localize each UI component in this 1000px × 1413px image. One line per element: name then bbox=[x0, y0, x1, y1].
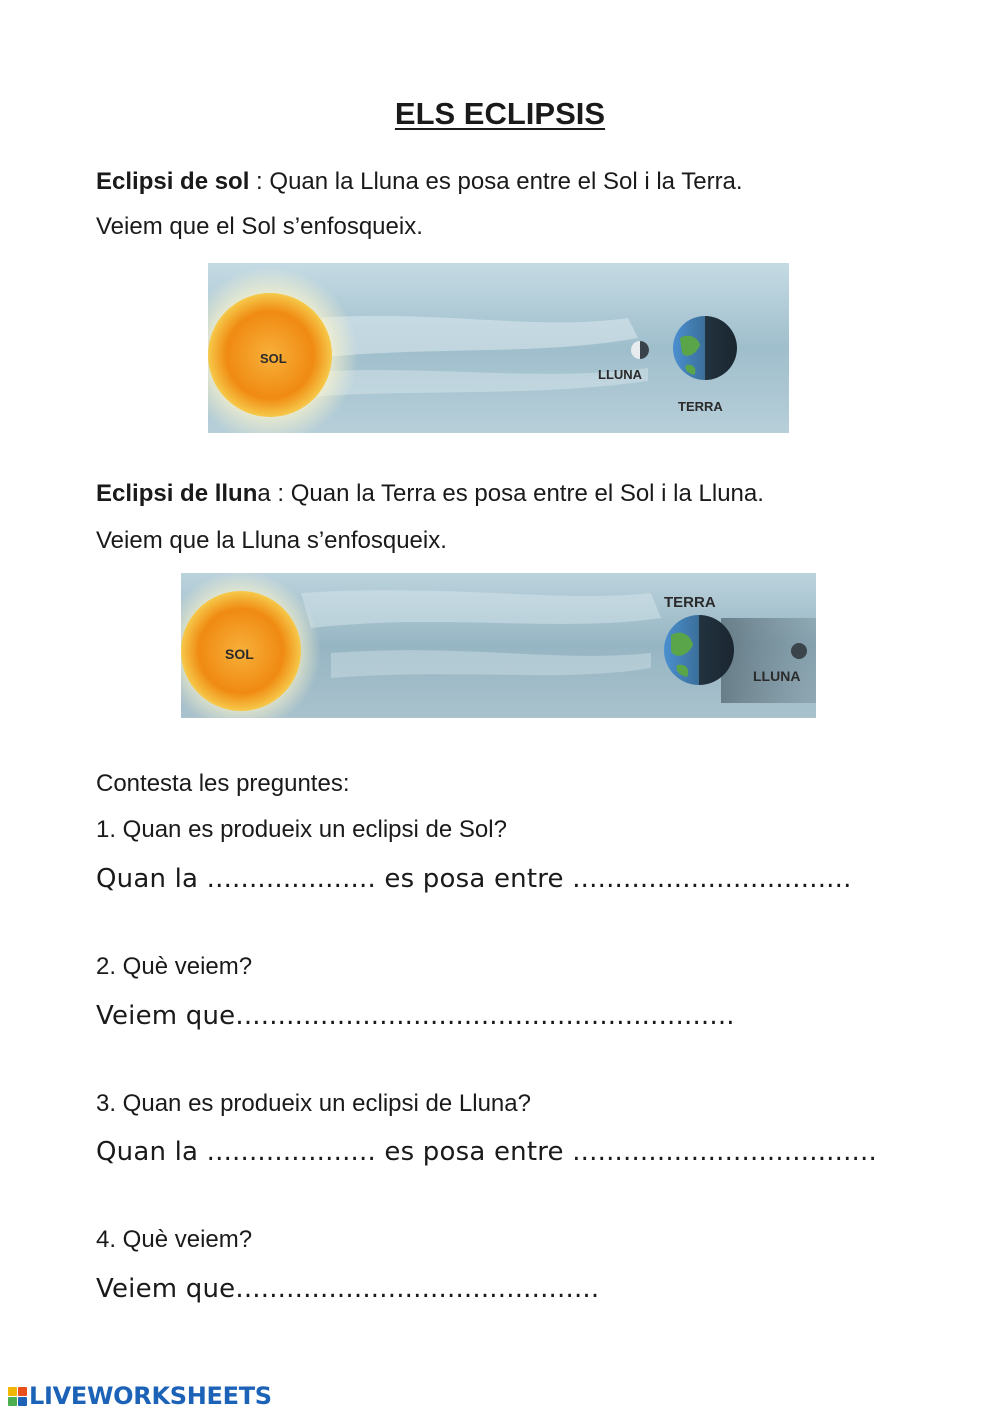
answer-3-middle: es posa entre bbox=[375, 1137, 573, 1167]
lunar-term: Eclipsi de llun bbox=[96, 480, 258, 507]
questions-intro: Contesta les preguntes: bbox=[96, 770, 350, 797]
lunar-earth-label: TERRA bbox=[664, 594, 716, 611]
solar-earth-label: TERRA bbox=[678, 399, 723, 414]
answer-4 bbox=[96, 1274, 599, 1304]
question-2-label: 2. Què veiem? bbox=[96, 953, 253, 980]
lunar-observation: Veiem que la Lluna s’enfosqueix. bbox=[96, 527, 447, 554]
page-title: ELS ECLIPSIS bbox=[394, 96, 606, 131]
answer-1-blank-1[interactable]: .................... bbox=[206, 864, 376, 894]
answer-2 bbox=[96, 1001, 735, 1031]
lunar-definition bbox=[96, 480, 764, 508]
answer-1-middle: es posa entre bbox=[375, 864, 573, 894]
solar-definition-text: : Quan la Lluna es posa entre el Sol i la Terra. bbox=[249, 168, 743, 195]
lunar-definition-text: a : Quan la Terra es posa entre el Sol i la Lluna. bbox=[257, 480, 764, 507]
solar-term: Eclipsi de sol bbox=[96, 168, 250, 195]
lunar-eclipse-image bbox=[181, 573, 816, 718]
logo-text: LIVEWORKSHEETS bbox=[29, 1382, 272, 1410]
solar-sun-label: SOL bbox=[260, 351, 287, 366]
answer-3-blank-2[interactable]: .................................... bbox=[572, 1137, 877, 1167]
answer-3-prefix: Quan la bbox=[96, 1137, 207, 1167]
answer-2-prefix: Veiem que bbox=[96, 1001, 236, 1031]
answer-3-blank-1[interactable]: .................... bbox=[206, 1137, 376, 1167]
solar-definition bbox=[96, 168, 743, 196]
answer-4-prefix: Veiem que bbox=[96, 1274, 236, 1304]
answer-2-blank-1[interactable]: ........................................................... bbox=[235, 1001, 735, 1031]
logo-grid-icon bbox=[8, 1387, 27, 1406]
answer-1 bbox=[96, 864, 852, 894]
answer-1-prefix: Quan la bbox=[96, 864, 207, 894]
lunar-sun-label: SOL bbox=[225, 646, 254, 662]
question-3-label: 3. Quan es produeix un eclipsi de Lluna? bbox=[96, 1090, 531, 1117]
question-1-label: 1. Quan es produeix un eclipsi de Sol? bbox=[96, 816, 507, 843]
question-4-label: 4. Què veiem? bbox=[96, 1226, 253, 1253]
answer-3 bbox=[96, 1137, 877, 1167]
solar-eclipse-image bbox=[208, 263, 789, 433]
answer-1-blank-2[interactable]: ................................. bbox=[572, 864, 852, 894]
lunar-moon-label: LLUNA bbox=[753, 668, 801, 684]
liveworksheets-logo bbox=[8, 1382, 272, 1410]
solar-moon-label: LLUNA bbox=[598, 367, 643, 382]
answer-4-blank-1[interactable]: ........................................... bbox=[235, 1274, 600, 1304]
solar-observation: Veiem que el Sol s’enfosqueix. bbox=[96, 213, 423, 240]
